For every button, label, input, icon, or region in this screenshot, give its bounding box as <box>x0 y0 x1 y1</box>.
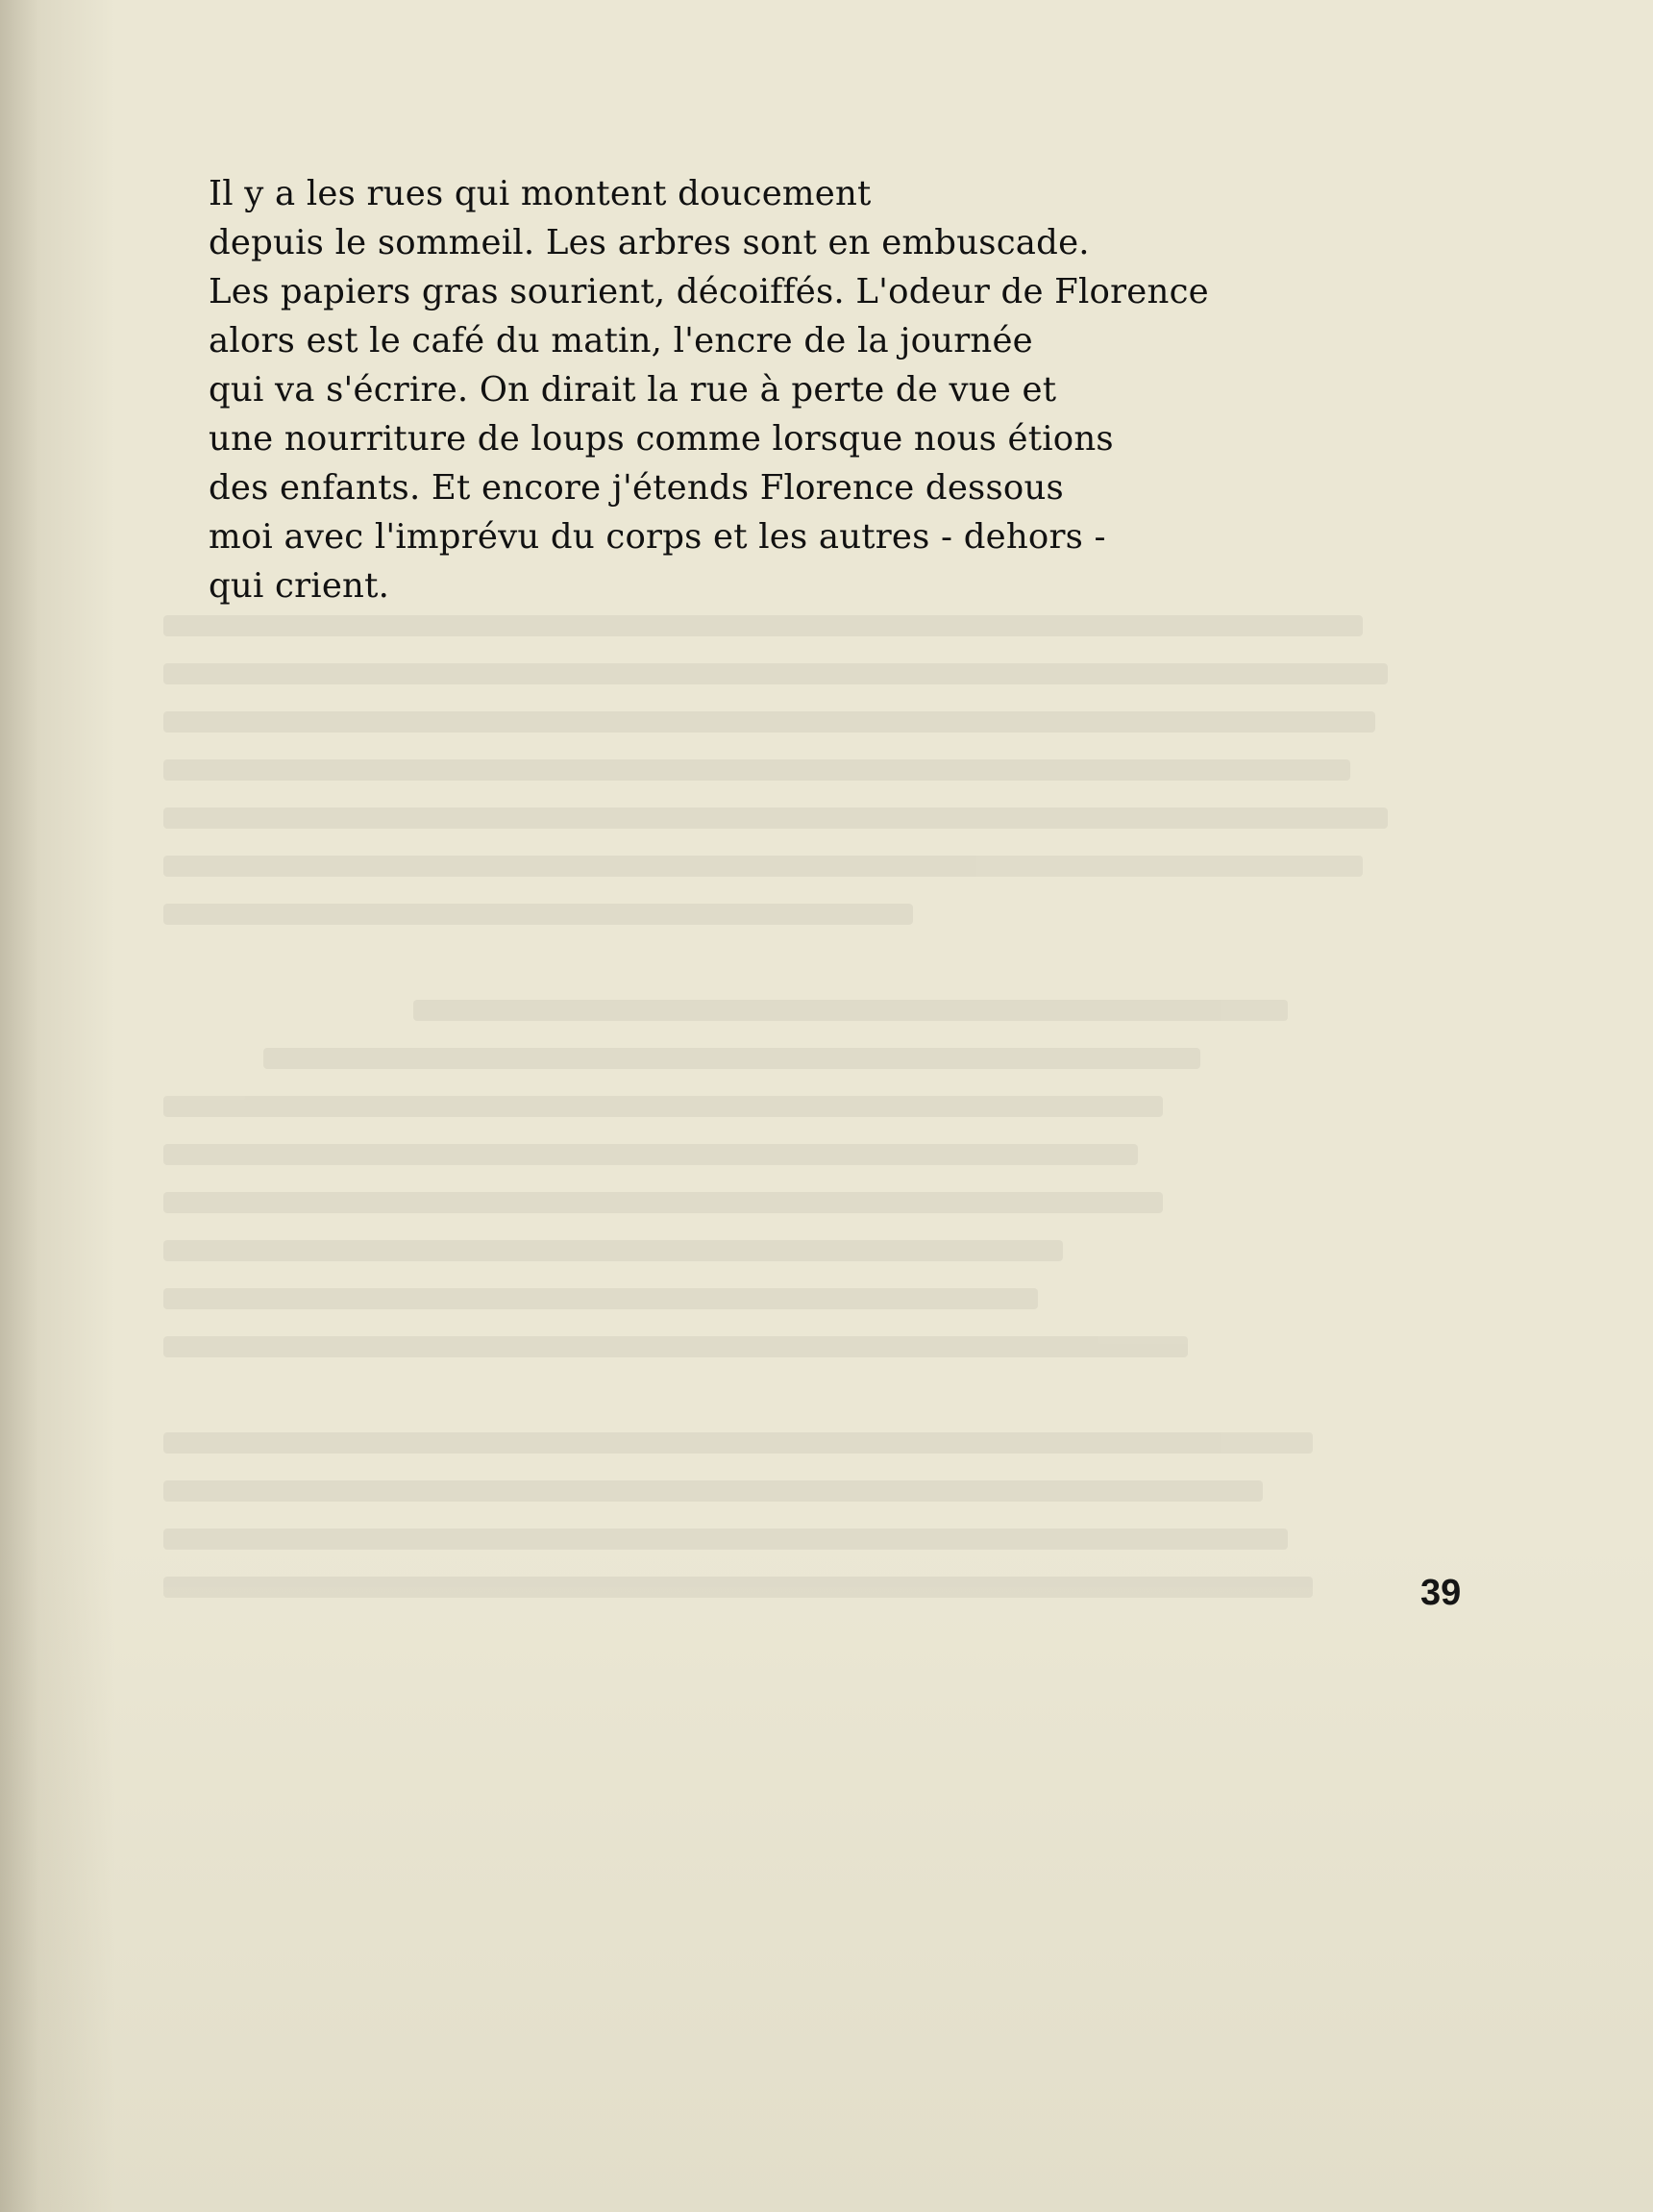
poem-text <box>209 169 1458 610</box>
poem-line: depuis le sommeil. Les arbres sont en embuscade. <box>209 223 1090 262</box>
poem-line: qui va s'écrire. On dirait la rue à perte de vue et <box>209 370 1057 410</box>
poem-line: alors est le café du matin, l'encre de la journée <box>209 321 1033 360</box>
poem-line: qui crient. <box>209 566 390 606</box>
show-through-text <box>163 615 1413 1769</box>
poem-line: Les papiers gras sourient, décoiffés. L'odeur de Florence <box>209 272 1209 311</box>
poem-line: moi avec l'imprévu du corps et les autres - dehors - <box>209 517 1106 557</box>
page-number: 39 <box>1420 1573 1462 1613</box>
poem-line: des enfants. Et encore j'étends Florence dessous <box>209 468 1064 508</box>
poem-line: Il y a les rues qui montent doucement <box>209 174 872 213</box>
poem-line: une nourriture de loups comme lorsque nous étions <box>209 419 1114 459</box>
